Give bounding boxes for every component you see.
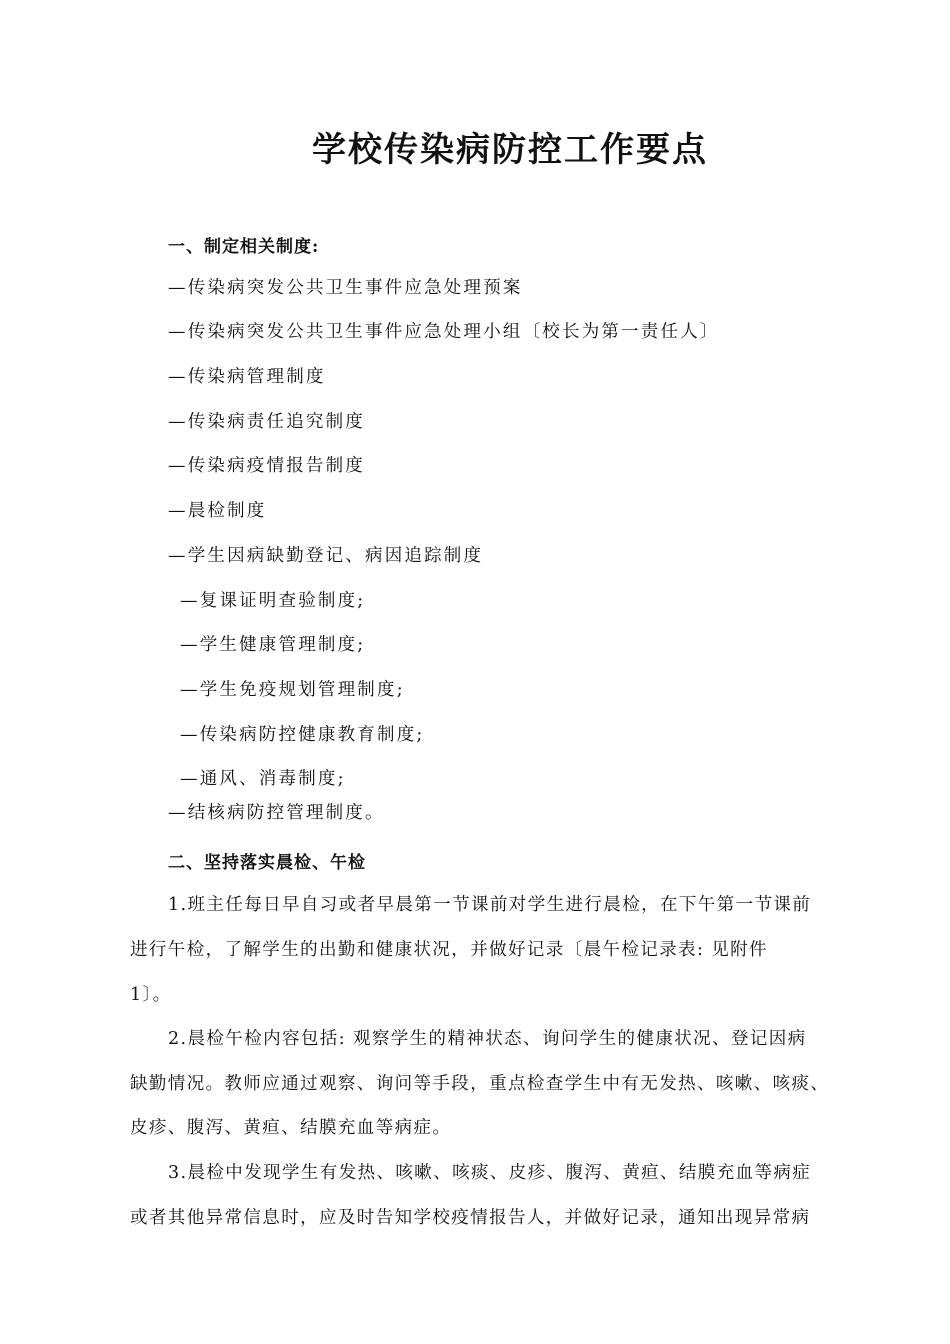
list-item: —传染病突发公共卫生事件应急处理小组〔校长为第一责任人〕 [168, 322, 720, 342]
paragraph-line: 皮疹、腹泻、黄疸、结膜充血等病症。 [130, 1118, 452, 1138]
paragraph-line: 缺勤情况。教师应通过观察、询问等手段，重点检查学生中有无发热、咳嗽、咳痰、 [130, 1074, 830, 1094]
paragraph-line: 2.晨检午检内容包括: 观察学生的精神状态、询问学生的健康状况、登记因病 [168, 1029, 807, 1049]
paragraph-line: 或者其他异常信息时，应及时告知学校疫情报告人，并做好记录，通知出现异常病 [130, 1208, 811, 1228]
section-2-heading: 二、坚持落实晨检、午检 [168, 853, 366, 873]
paragraph-line: 1〕。 [130, 985, 172, 1005]
list-item: —晨检制度 [168, 501, 267, 521]
list-item: —结核病防控管理制度。 [168, 803, 385, 823]
document-title: 学校传染病防控工作要点 [312, 130, 708, 170]
list-item: —复课证明查验制度; [180, 591, 366, 611]
list-item: —传染病疫情报告制度 [168, 456, 365, 476]
paragraph-line: 进行午检，了解学生的出勤和健康状况，并做好记录〔晨午检记录表: 见附件 [130, 940, 768, 960]
list-item: —学生免疫规划管理制度; [180, 680, 405, 700]
list-item: —学生因病缺勤登记、病因追踪制度 [168, 546, 484, 566]
section-1-heading: 一、制定相关制度: [168, 237, 320, 257]
list-item: —传染病责任追究制度 [168, 412, 365, 432]
list-item: —学生健康管理制度; [180, 635, 366, 655]
list-item: —传染病突发公共卫生事件应急处理预案 [168, 278, 523, 298]
list-item: —传染病管理制度 [168, 367, 326, 387]
list-item: —传染病防控健康教育制度; [180, 725, 425, 745]
list-item: —通风、消毒制度; [180, 769, 346, 789]
paragraph-line: 1.班主任每日早自习或者早晨第一节课前对学生进行晨检，在下午第一节课前 [168, 895, 812, 915]
paragraph-line: 3.晨检中发现学生有发热、咳嗽、咳痰、皮疹、腹泻、黄疸、结膜充血等病症 [168, 1163, 812, 1183]
